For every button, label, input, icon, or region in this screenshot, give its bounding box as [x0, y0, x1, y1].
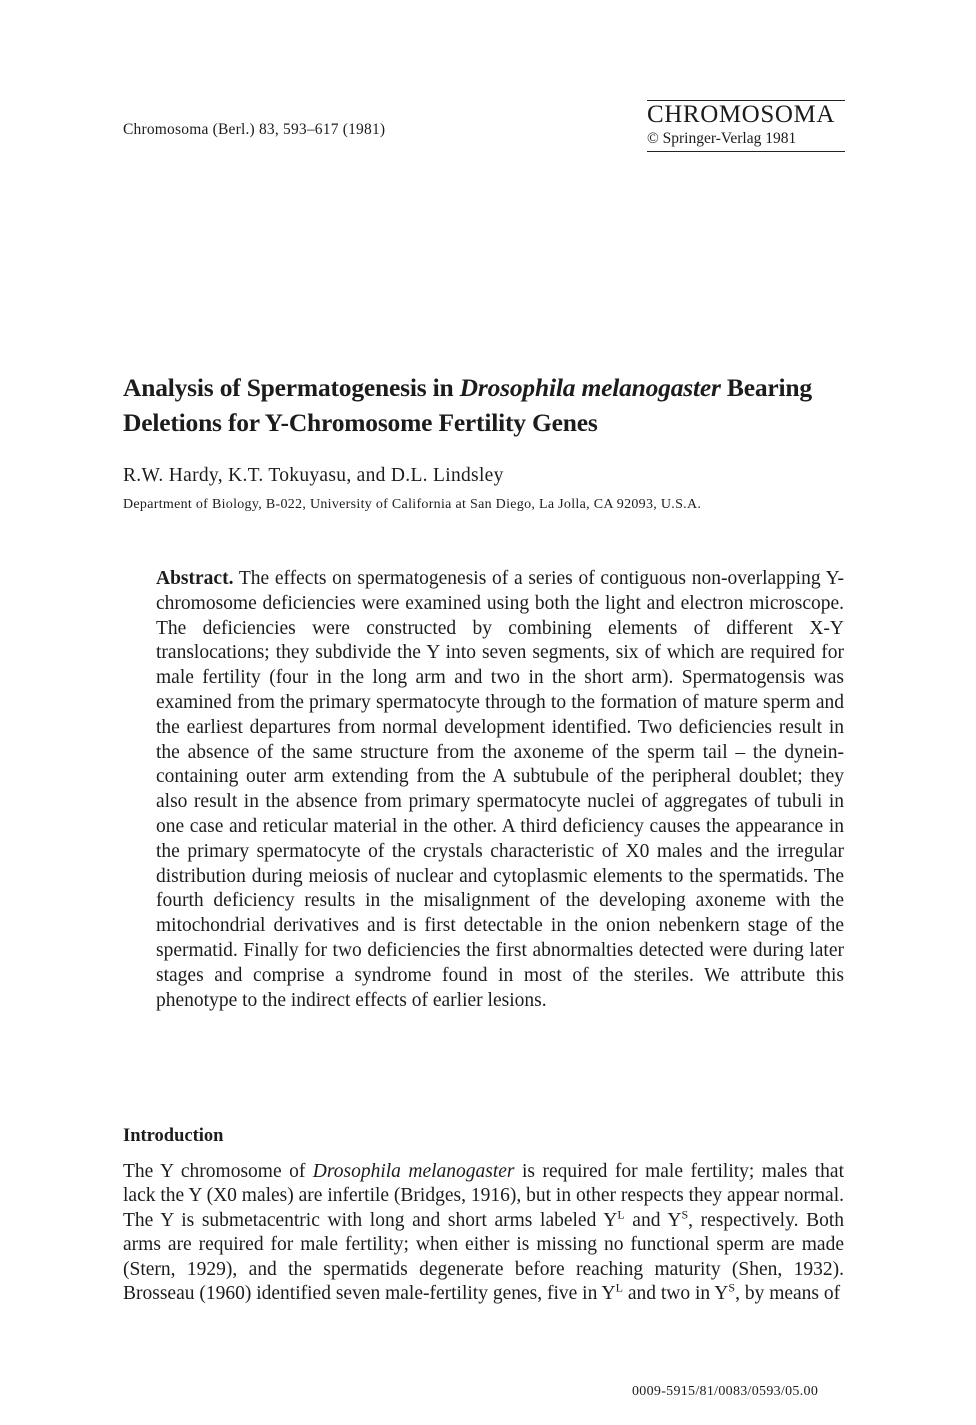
intro-text-2: is required for male fertility; males that lack the Y (X0 males) are infertile (Bridges, 1916), but in other respects they appear normal. The Y is submetacentric with long and short arms labeled Y [123, 1161, 844, 1231]
title-species: Drosophila melanogaster [459, 373, 721, 402]
abstract-text: The effects on spermatogenesis of a series of contiguous non-overlapping Y-chromosome deficiencies were examined using both the light and electron microscope. The deficiencies were constructed by combining elements of different X-Y translocations; they subdivide the Y into seven segments, six of which are required for male fertility (four in the long arm and two in the short arm). Spermatogensis was examined from the primary spermatocyte through to the formation of mature sperm and the earliest departures from normal development identified. Two deficiencies result in the absence of the same structure from the axoneme of the sperm tail – the dynein-containing outer arm extending from the A subtubule of the peripheral doublet; they also result in the absence from primary spermatocyte nuclei of aggregates of tubuli in one case and reticular material in the other. A third deficiency causes the appearance in the primary spermatocyte of the crystals characteristic of X0 males and the irregular distribution during meiosis of nuclear and cytoplasmic elements to the spermatids. The fourth deficiency results in the misalignment of the developing axoneme with the mitochondrial derivatives and is first detectable in the onion nebenkern stage of the spermatid. Finally for two deficiencies the first abnormalties detected were during later stages and comprise a syndrome found in most of the steriles. We attribute this phenotype to the indirect effects of earlier lesions. [156, 568, 845, 1011]
intro-text-5: and two in Y [622, 1283, 729, 1305]
intro-species: Drosophila melanogaster [312, 1161, 515, 1182]
intro-text-4: , respectively. Both arms are required for male fertility; when either is missing no functional sperm are made (Stern, 1929), and the spermatids degenerate before reaching maturity (Shen, 1932). Brosseau (1960) identified seven male-fertility genes, five in Y [123, 1209, 845, 1305]
author-list: R.W. Hardy, K.T. Tokuyasu, and D.L. Lindsley [123, 465, 504, 486]
superscript-long-arm: L [617, 1207, 625, 1222]
abstract-label: Abstract. [156, 568, 234, 589]
publisher-copyright: © Springer-Verlag 1981 [647, 130, 797, 147]
superscript-long-arm-2: L [615, 1280, 623, 1295]
intro-text-3: and Y [624, 1209, 682, 1231]
title-part-1: Analysis of Spermatogenesis in [123, 373, 460, 402]
journal-citation: Chromosoma (Berl.) 83, 593–617 (1981) [123, 121, 386, 138]
intro-text-6: , by means of [735, 1283, 841, 1305]
issn-code: 0009-5915/81/0083/0593/05.00 [632, 1384, 819, 1399]
journal-masthead [647, 100, 845, 152]
abstract [156, 567, 844, 1013]
introduction-paragraph [123, 1160, 844, 1306]
superscript-short-arm: S [681, 1207, 689, 1222]
paper-title [123, 370, 863, 440]
author-affiliation: Department of Biology, B-022, University of California at San Diego, La Jolla, CA 92093, U.S.A. [123, 497, 702, 512]
title-part-2: Bearing Deletions for Y-Chromosome Fertility Genes [123, 373, 812, 437]
journal-name: CHROMOSOMA [647, 101, 835, 128]
intro-text-1: The Y chromosome of [123, 1161, 313, 1182]
section-heading-introduction: Introduction [123, 1126, 224, 1146]
superscript-short-arm-2: S [728, 1280, 736, 1295]
